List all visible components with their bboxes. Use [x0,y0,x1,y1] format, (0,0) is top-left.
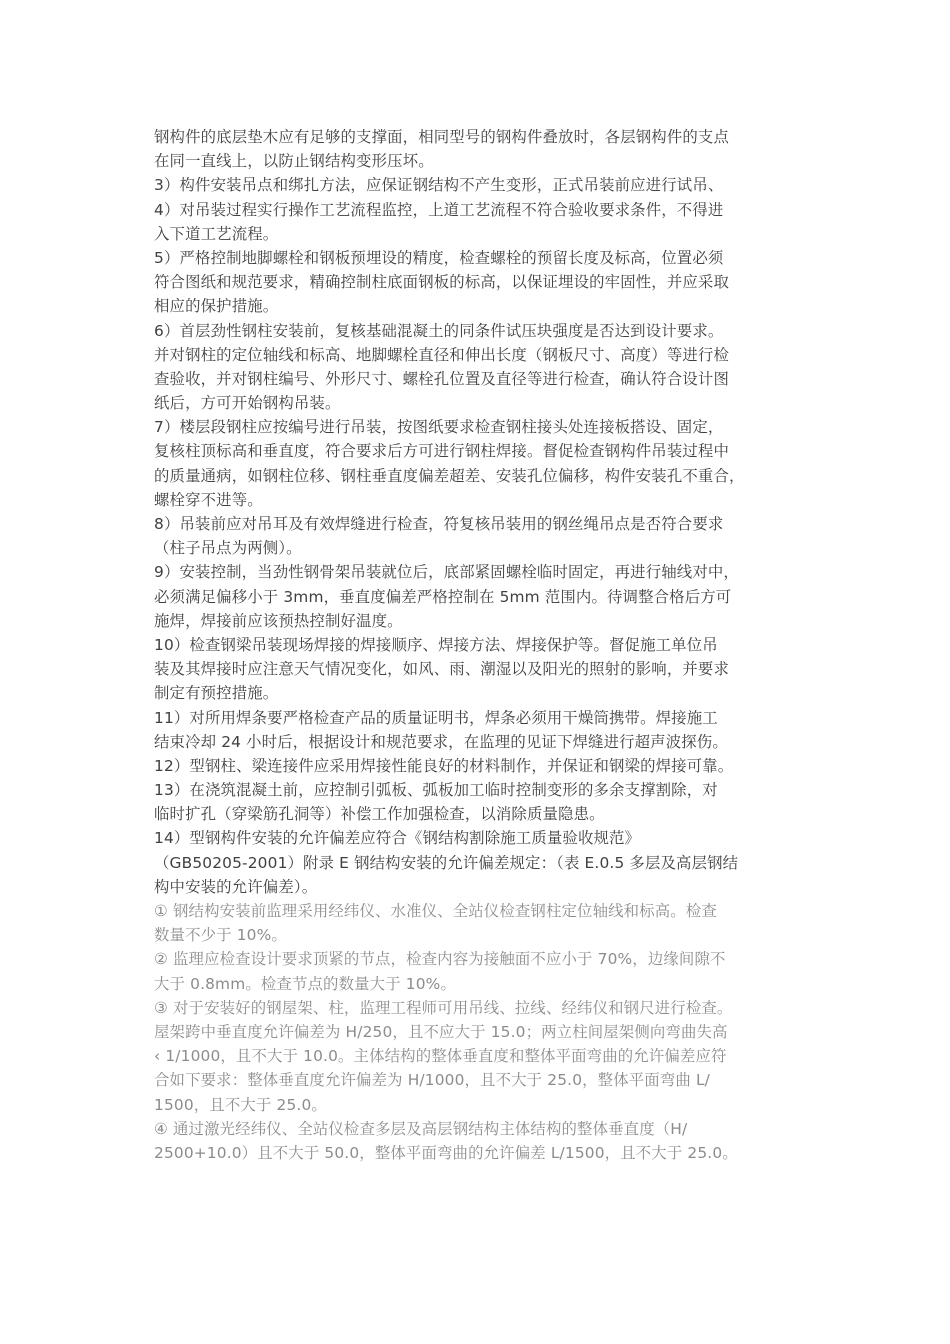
text-line: 施焊，焊接前应该预热控制好温度。 [154,611,403,630]
text-line: 4）对吊装过程实行操作工艺流程监控，上道工艺流程不符合验收要求条件，不得进 [154,200,724,219]
text-line: （柱子吊点为两侧）。 [154,539,302,558]
text-line: 必须满足偏移小于 3mm，垂直度偏差严格控制在 5mm 范围内。待调整合格后方可 [154,587,732,606]
text-line: 5）严格控制地脚螺栓和钢板预埋设的精度，检查螺栓的预留长度及标高，位置必须 [154,248,724,267]
text-line: 8）吊装前应对吊耳及有效焊缝进行检查，符复核吊装用的钢丝绳吊点是否符合要求 [154,515,724,533]
text-line: 的质量通病，如钢柱位移、钢柱垂直度偏差超差、安装孔位偏移，构件安装孔不重合， [154,466,745,485]
text-line: 2500+10.0）且不大于 50.0，整体平面弯曲的允许偏差 L/1500，且不大于 25.0。 [154,1143,738,1162]
text-line: 9）安装控制，当劲性钢骨架吊装就位后，底部紧固螺栓临时固定，再进行轴线对中， [154,563,739,582]
text-line: 结束冷却 24 小时后，根据设计和规范要求，在监理的见证下焊缝进行超声波探伤。 [154,732,728,751]
text-line: 查验收，并对钢柱编号、外形尺寸、螺栓孔位置及直径等进行检查，确认符合设计图 [154,369,730,388]
text-line: 屋架跨中垂直度允许偏差为 H/250，且不应大于 15.0；两立柱间屋架侧向弯曲失高 [154,1022,728,1041]
text-line: 13）在浇筑混凝土前，应控制引弧板、弧板加工临时控制变形的多余支撑割除，对 [154,781,718,800]
text-line: 纸后，方可开始钢构吊装。 [154,394,341,413]
text-line: ③ 对于安装好的钢屋架、柱，监理工程师可用吊线、拉线、经纬仪和钢尺进行检查。 [154,998,733,1017]
text-line: 在同一直线上，以防止钢结构变形压坏。 [154,152,434,171]
text-line: 复核柱顶标高和垂直度，符合要求后方可进行钢柱焊接。督促检查钢构件吊装过程中 [154,442,730,461]
document-body [154,125,802,1165]
text-line: 6）首层劲性钢柱安装前，复核基础混凝土的同条件试压块强度是否达到设计要求。 [154,321,724,340]
text-line: 10）检查钢梁吊装现场焊接的焊接顺序、焊接方法、焊接保护等。督促施工单位吊 [154,635,718,654]
text-line: 大于 0.8mm。检查节点的数量大于 10%。 [154,974,456,993]
text-line: 7）楼层段钢柱应按编号进行吊装，按图纸要求检查钢柱接头处连接板搭设、固定， [154,418,724,437]
text-line: 3）构件安装吊点和绑扎方法，应保证钢结构不产生变形，正式吊装前应进行试吊、 [154,176,724,195]
text-line: ‹ 1/1000，且不大于 10.0。主体结构的整体垂直度和整体平面弯曲的允许偏差应符 [154,1047,727,1066]
text-line: ① 钢结构安装前监理采用经纬仪、水准仪、全站仪检查钢柱定位轴线和标高。检查 [154,902,717,920]
text-line: 入下道工艺流程。 [154,224,279,243]
text-line: 14）型钢构件安装的允许偏差应符合《钢结构割除施工质量验收规范》 [154,829,641,848]
text-line: 制定有预控措施。 [154,684,279,703]
text-line: 符合图纸和规范要求，精确控制柱底面钢板的标高，以保证埋设的牢固性，并应采取 [154,273,730,292]
text-line: （GB50205-2001）附录 E 钢结构安装的允许偏差规定：（表 E.0.5 多层及高层钢结 [154,853,739,872]
text-line: 相应的保护措施。 [154,297,279,316]
text-line: 临时扩孔（穿梁筋孔洞等）补偿工作加强检查，以消除质量隐患。 [154,805,605,824]
text-line: 构中安装的允许偏差）。 [154,877,318,896]
text-line: 合如下要求：整体垂直度允许偏差为 H/1000，且不大于 25.0，整体平面弯曲 L/ [154,1071,711,1090]
text-line: 1500，且不大于 25.0。 [154,1095,327,1114]
text-line: 12）型钢柱、梁连接件应采用焊接性能良好的材料制作，并保证和钢梁的焊接可靠。 [154,756,734,775]
text-line: 数量不少于 10%。 [154,926,287,945]
text-line: 11）对所用焊条要严格检查产品的质量证明书，焊条必须用干燥筒携带。焊接施工 [154,708,718,727]
text-line: 并对钢柱的定位轴线和标高、地脚螺栓直径和伸出长度（钢板尺寸、高度）等进行检 [154,345,730,364]
text-line: ② 监理应检查设计要求顶紧的节点，检查内容为接触面不应小于 70%，边缘间隙不 [154,950,726,969]
text-line: 螺栓穿不进等。 [154,490,263,509]
text-line: 装及其焊接时应注意天气情况变化，如风、雨、潮湿以及阳光的照射的影响，并要求 [154,660,730,679]
text-line: 钢构件的底层垫木应有足够的支撑面，相同型号的钢构件叠放时，各层钢构件的支点 [154,128,730,146]
text-line: ④ 通过激光经纬仪、全站仪检查多层及高层钢结构主体结构的整体垂直度（H/ [154,1119,688,1138]
